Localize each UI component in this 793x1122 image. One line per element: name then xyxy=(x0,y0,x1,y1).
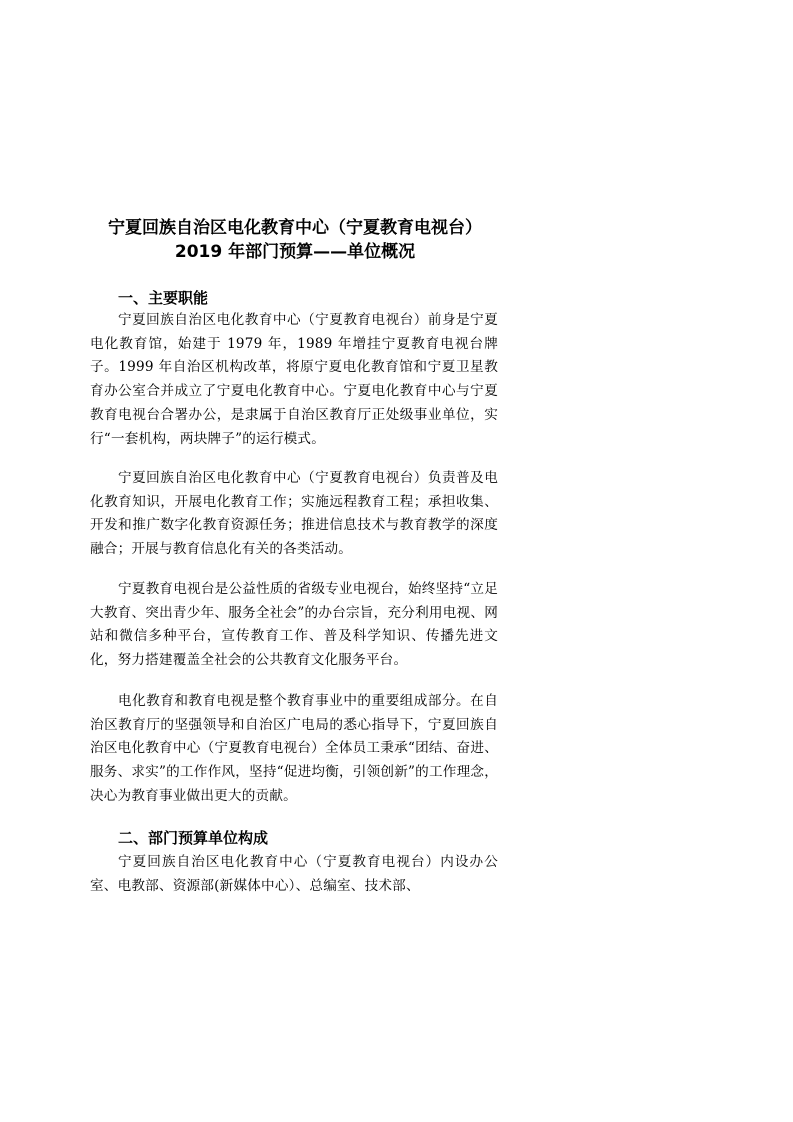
paragraph-internal-structure: 宁夏回族自治区电化教育中心（宁夏教育电视台）内设办公室、电教部、资源部(新媒体中心）、总编室、技术部、 xyxy=(90,854,498,894)
paragraph-history: 宁夏回族自治区电化教育中心（宁夏教育电视台）前身是宁夏电化教育馆，始建于 1979 年，1989 年增挂宁夏教育电视台牌子。1999 年自治区机构改革，将原宁夏电化教育馆和宁夏卫星教育办公室合并成立了宁夏电化教育中心。宁夏电化教育中心与宁夏教育电视台合署办公，是隶属于自治区教育厅正处级事业单位，实行“一套机构，两块牌子”的运行模式。 xyxy=(90,312,498,447)
document-title-line1: 宁夏回族自治区电化教育中心（宁夏教育电视台） xyxy=(108,218,482,238)
document-title-line2: 2019 年部门预算——单位概况 xyxy=(174,242,416,262)
paragraph-mission: 电化教育和教育电视是整个教育事业中的重要组成部分。在自治区教育厅的坚强领导和自治区广电局的悉心指导下，宁夏回族自治区电化教育中心（宁夏教育电视台）全体员工秉承“团结、奋进、服务、求实”的工作作风，坚持“促进均衡，引领创新”的工作理念，决心为教育事业做出更大的贡献。 xyxy=(90,693,498,804)
paragraph-responsibilities: 宁夏回族自治区电化教育中心（宁夏教育电视台）负责普及电化教育知识，开展电化教育工作；实施远程教育工程；承担收集、开发和推广数字化教育资源任务；推进信息技术与教育教学的深度融合；开展与教育信息化有关的各类活动。 xyxy=(90,470,498,558)
section-heading-budget-units: 二、部门预算单位构成 xyxy=(118,829,269,847)
paragraph-education-tv: 宁夏教育电视台是公益性质的省级专业电视台，始终坚持“立足大教育、突出青少年、服务全社会”的办台宗旨，充分利用电视、网站和微信多种平台，宣传教育工作、普及科学知识、传播先进文化，努力搭建覆盖全社会的公共教育文化服务平台。 xyxy=(90,581,498,669)
section-heading-main-functions: 一、主要职能 xyxy=(118,289,209,307)
